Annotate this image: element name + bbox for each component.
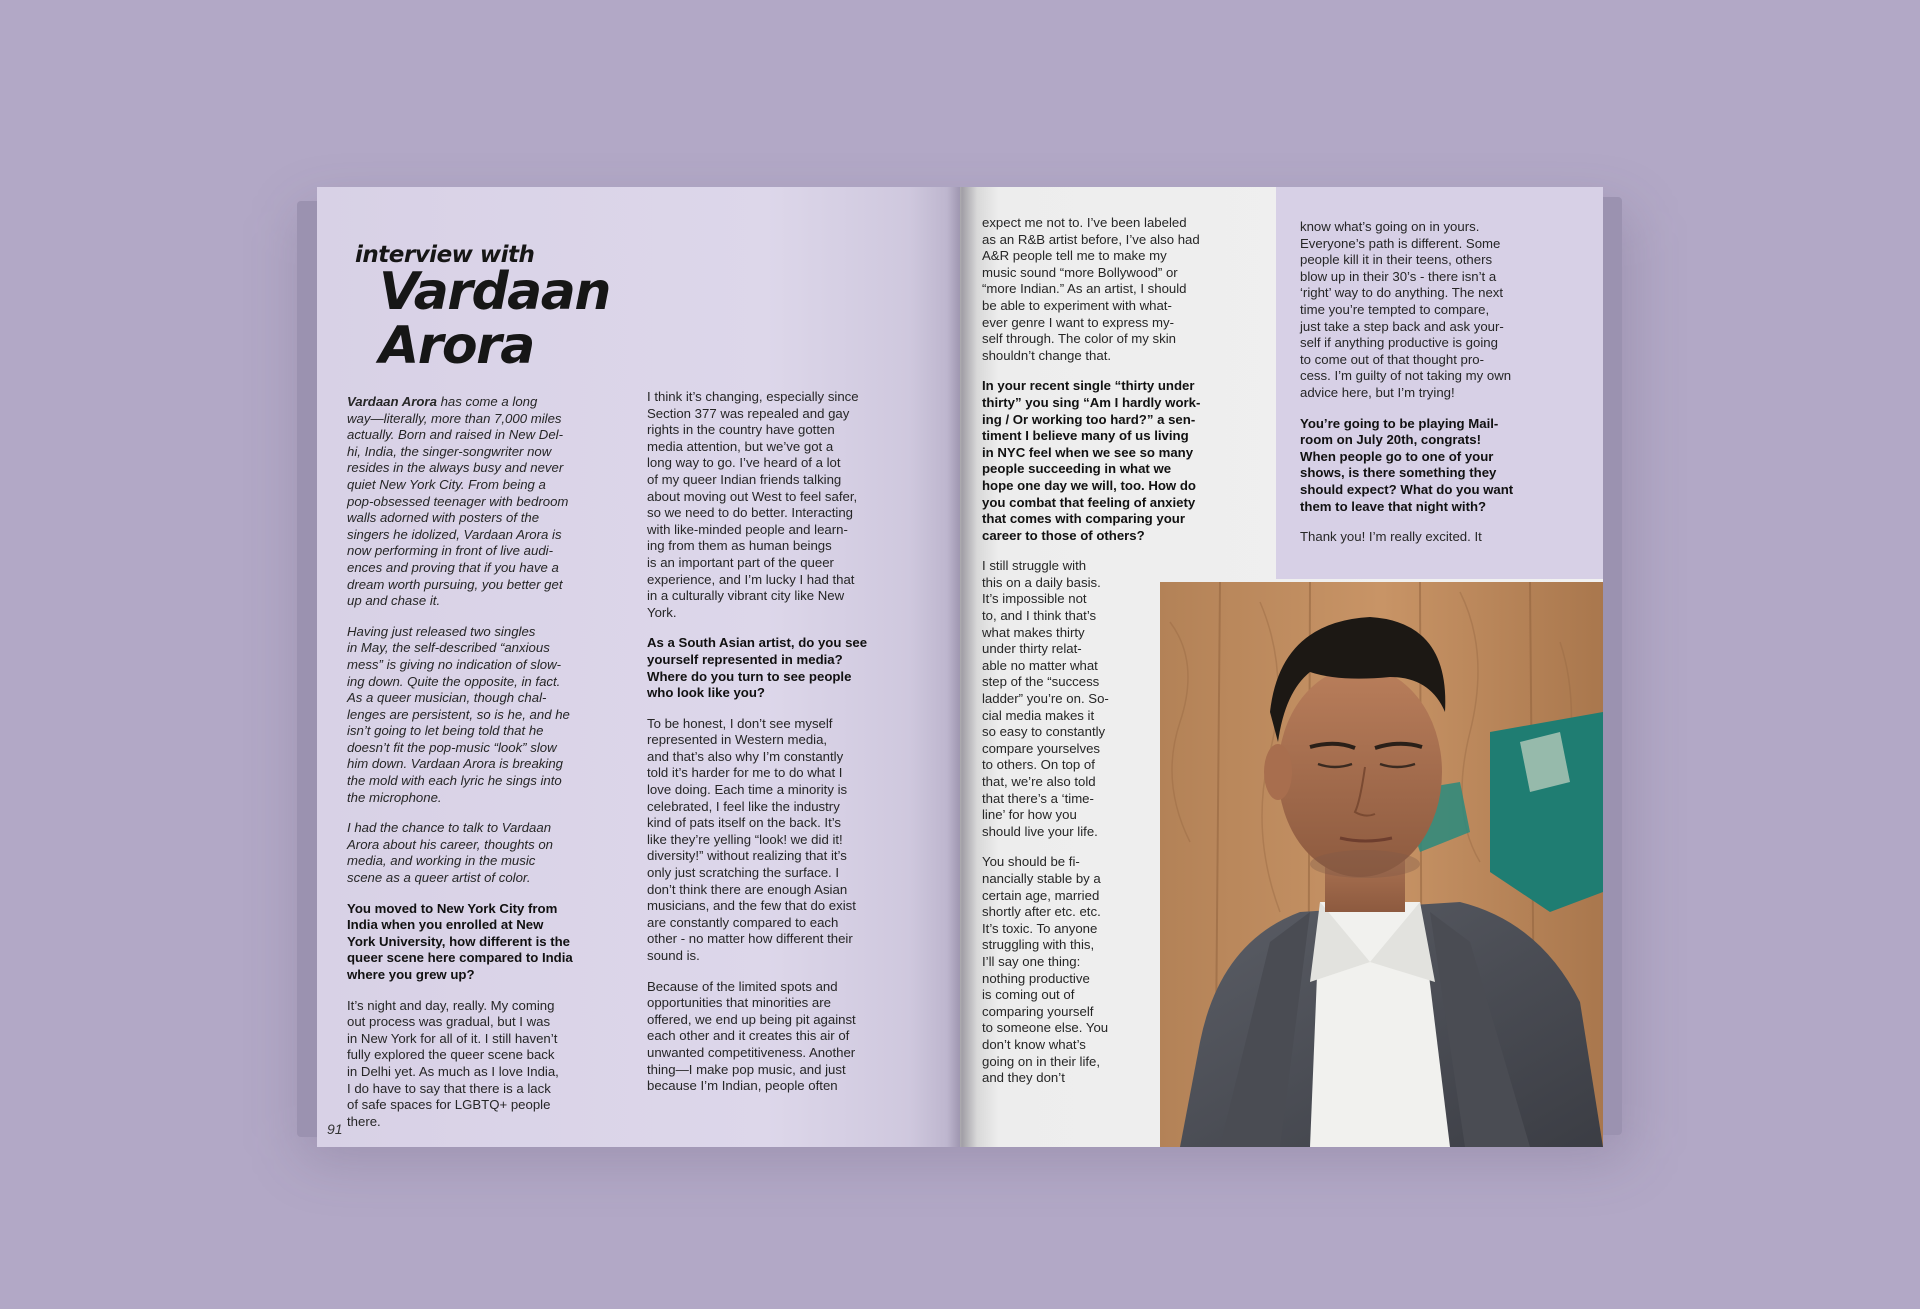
left-column-2 bbox=[647, 389, 942, 1109]
right-page bbox=[960, 187, 1603, 1147]
question-4: You’re going to be playing Mail- room on July 20th, congrats! When people go to one of your shows, is there something they should expect? What do you want them to leave that night with? bbox=[1300, 415, 1514, 514]
spine-gutter bbox=[947, 187, 977, 1147]
answer-4: Thank you! I’m really excited. It bbox=[1300, 529, 1482, 545]
answer-3-continued: You should be fi- nancially stable by a certain age, married shortly after etc. etc. It’s toxic. To anyone struggling with this, I’ll say one thing: nothing productive is coming out of comparing yourself to someone else. You don’t know what’s going on in their life, and they don’t bbox=[982, 854, 1109, 1086]
intro-text: has come a long way—literally, more than 7,000 miles actually. Born and raised in New Del- hi, India, the singer-songwriter now resides in the always busy and never quiet New York City. From being a pop-obsessed teenager with bedroom walls adorned with posters of the singers he idolized, Vardaan Arora is now performing in front of live audi- ences and proving that if you have a dream worth pursuing, you better get up and chase it. bbox=[347, 394, 569, 609]
open-magazine bbox=[297, 187, 1622, 1147]
left-page bbox=[317, 187, 960, 1147]
intro-paragraph-2: Having just released two singles in May, the self-described “anxious mess” is giving no indication of slow- ing down. Quite the opposite, in fact. As a queer musician, though chal- lenges are persistent, so is he, and he isn’t going to let being told that he doesn’t fit the pop-music “look” slow him down. Vardaan Arora is breaking the mold with each lyric he sings into the microphone. bbox=[347, 623, 570, 805]
intro-paragraph bbox=[347, 394, 632, 610]
answer-1-continued: I think it’s changing, especially since Section 377 was repealed and gay rights in the country have gotten media attention, but we’ve got a long way to go. I’ve heard of a lot of my queer Indian friends talking about moving out West to feel safer, so we need to do better. Interacting with like-minded people and learn- ing from them as human beings is an important part of the queer experience, and I’m lucky I had that in a culturally vibrant city like New York. bbox=[647, 389, 859, 620]
answer-2-end: expect me not to. I’ve been labeled as an R&B artist before, I’ve also had A&R people tell me to make my music sound “more Bollywood” or “more Indian.” As an artist, I should be able to experiment with what- ever genre I want to express my- self through. The color of my skin shouldn’t change that. bbox=[982, 215, 1200, 363]
intro-name: Vardaan Arora bbox=[347, 394, 437, 409]
answer-2-continued: Because of the limited spots and opportunities that minorities are offered, we end up being pit against each other and it creates this air of unwanted competitiveness. Another thing—I make pop music, and just because I’m Indian, people often bbox=[647, 978, 856, 1094]
question-1: You moved to New York City from India when you enrolled at New York University, how different is the queer scene here compared to India where you grew up? bbox=[347, 900, 573, 982]
question-2: As a South Asian artist, do you see yourself represented in media? Where do you turn to see people who look like you? bbox=[647, 635, 868, 701]
title-kicker: interview with bbox=[355, 242, 535, 268]
intro-paragraph-3: I had the chance to talk to Vardaan Arora about his career, thoughts on media, and working in the music scene as a queer artist of color. bbox=[347, 820, 554, 886]
right-column-2 bbox=[1300, 219, 1590, 560]
portrait-photo bbox=[1160, 582, 1603, 1147]
answer-2: To be honest, I don’t see myself represented in Western media, and that’s also why I’m constantly told it’s harder for me to do what I love doing. Each time a minority is celebrated, I feel like the industry kind of pats itself on the back. It’s like they’re yelling “look! we did it! diversity!” without realizing that it’s only just scratching the surface. I don’t think there are enough Asian musicians, and the few that do exist are constantly compared to each other - no matter how different their sound is. bbox=[647, 715, 856, 963]
right-page-edge bbox=[1602, 197, 1622, 1135]
answer-3-end: know what’s going on in yours. Everyone’s path is different. Some people kill it in their teens, others blow up in their 30’s - there isn’t a ‘right’ way to do anything. The next time you’re tempted to compare, just take a step back and ask your- self if anything productive is going to come out of that thought pro- cess. I’m guilty of not taking my own advice here, but I’m trying! bbox=[1300, 219, 1512, 400]
answer-1: It’s night and day, really. My coming out process was gradual, but I was in New York for all of it. I still haven’t fully explored the queer scene back in Delhi yet. As much as I love India, I do have to say that there is a lack of safe spaces for LGBTQ+ people there. bbox=[347, 997, 559, 1129]
title-name: Vardaan Arora bbox=[379, 262, 610, 376]
answer-3: I still struggle with this on a daily basis. It’s impossible not to, and I think that’s what makes thirty under thirty relat- able no matter what step of the “success ladder” you’re on. So- cial media makes it so easy to constantly compare yourselves to others. On top of that, we’re also told that there’s a ‘time- line’ for how you should live your life. bbox=[982, 558, 1109, 839]
page-number: 91 bbox=[327, 1121, 343, 1137]
left-column-1 bbox=[347, 394, 632, 1144]
question-3: In your recent single “thirty under thirty” you sing “Am I hardly work- ing / Or working too hard?” a sen- timent I believe many of us living in NYC feel when we see so many people succeeding in what we hope one day we will, too. How do you combat that feeling of anxiety that comes with comparing your career to those of others? bbox=[982, 378, 1201, 543]
